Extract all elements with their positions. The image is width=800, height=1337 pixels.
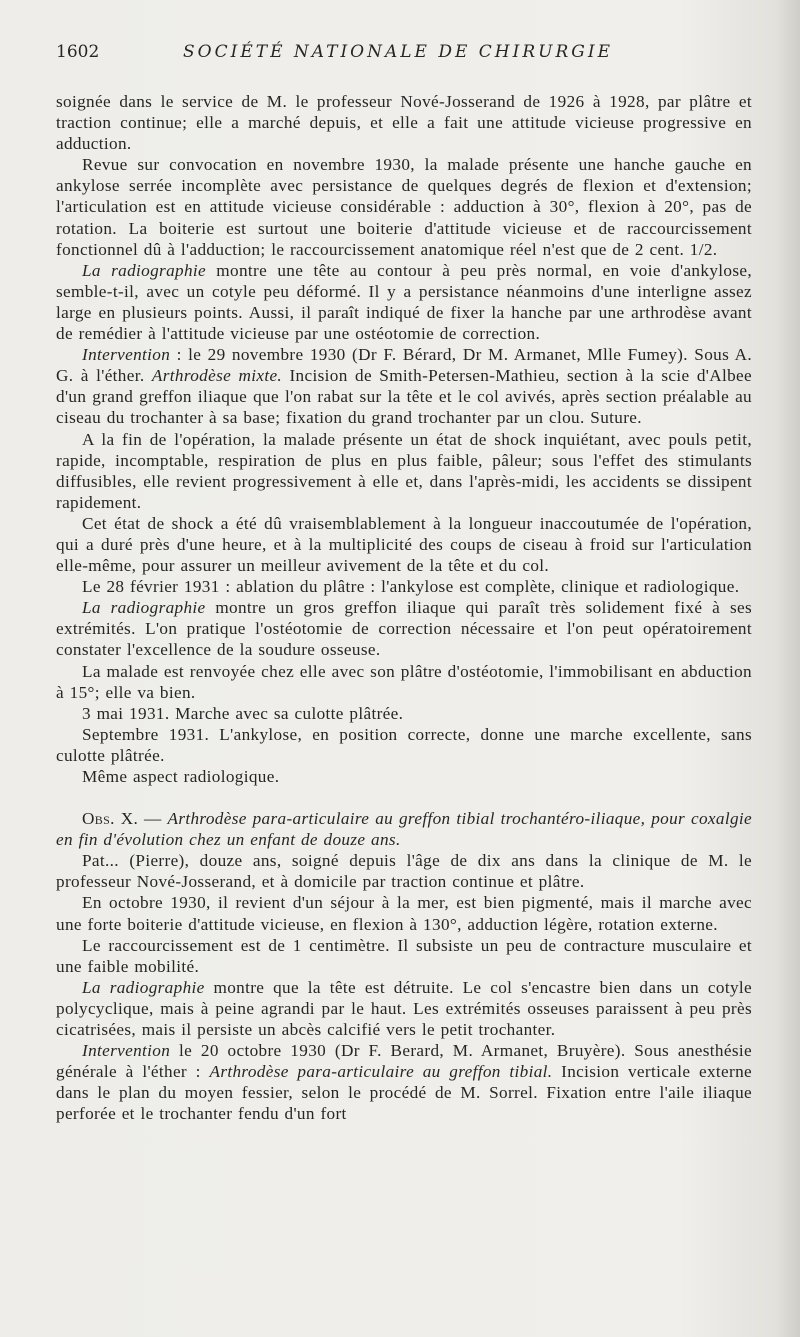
italic-text: La radiographie — [82, 260, 207, 280]
paragraph — [56, 344, 752, 428]
paragraph — [56, 703, 752, 724]
text-run: Même aspect radiologique. — [82, 767, 280, 786]
text-run: : le 29 novembre 1930 (Dr F. Bérard, Dr M. Armanet, Mlle Fumey). Sous A. G. à l'éther. — [56, 345, 752, 386]
page-header — [56, 42, 740, 66]
paragraph — [56, 766, 752, 787]
text-run: Le 28 février 1931 : ablation du plâtre : l'ankylose est complète, clinique et radiologique. — [82, 577, 740, 597]
paragraph — [56, 429, 752, 513]
paragraph — [56, 260, 752, 344]
italic-text: Intervention — [82, 345, 171, 365]
text-run: En octobre 1930, il revient d'un séjour à la mer, est bien pigmenté, mais il marche avec une forte boiterie d'attitude vicieuse, en flexion à 130°, adduction légère, rotation externe. — [56, 893, 752, 934]
page-number: 1602 — [56, 42, 100, 62]
paragraph — [56, 597, 752, 660]
paragraph — [56, 154, 752, 259]
text-run: Cet état de shock a été dû vraisemblablement à la longueur inaccoutumée de l'opération, qui a duré près d'une heure, et à la multiplicité des coups de ciseau à froid sur l'articulation elle-même, pour assurer un meilleur avivement de la tête et du col. — [56, 513, 752, 576]
text-run: soignée dans le service de M. le professeur Nové-Josserand de 1926 à 1928, par plâtre et traction continue; elle a marché depuis, et elle a fait une attitude vicieuse progressive en adduction. — [56, 92, 752, 154]
italic-text: La radiographie — [82, 598, 206, 618]
paragraph — [56, 850, 752, 892]
text-run: le 20 octobre 1930 (Dr F. Berard, M. Armanet, Bruyère). Sous anesthésie générale à l'éther : — [56, 1041, 752, 1082]
text-run: A la fin de l'opération, la malade présente un état de shock inquiétant, avec pouls petit, rapide, incomptable, respiration de plus en plus faible, pâleur; sous l'effet des stimulants diffusibles, elle revient progressivement à elle et, dans l'après-midi, les accidents se dissipent rapidement. — [56, 429, 752, 512]
paragraph — [56, 661, 752, 703]
paragraph — [56, 1040, 752, 1124]
text-run: Revue sur convocation en novembre 1930, la malade présente une hanche gauche en ankylose serrée incomplète avec persistance de quelques degrés de flexion et d'extension; l'articulation est en attitude vicieuse considérable : adduction à 30°, flexion à 20°, pas de rotation. La boiterie est surtout une boiterie d'attitude vicieuse et de raccourcissement fonctionnel dû à l'adduction; le raccourcissement anatomique réel n'est que de 2 cent. 1/2. — [56, 155, 752, 259]
paragraph — [56, 892, 752, 934]
paragraph — [56, 513, 752, 576]
text-run: montre une tête au contour à peu près normal, en voie d'ankylose, semble-t-il, avec un cotyle peu déformé. Il y a persistance néanmoins d'une interligne assez large en plusieurs points. Aussi, il paraît indiqué de fixer la hanche par une arthrodèse avant de remédier à l'attitude vicieuse par une ostéotomie de correction. — [56, 260, 752, 344]
text-run: La malade est renvoyée chez elle avec son plâtre d'ostéotomie, l'immobilisant en abduction à 15°; elle va bien. — [56, 661, 752, 702]
italic-text: Arthrodèse para-articulaire au greffon tibial. — [209, 1062, 553, 1082]
text-run: Pat... (Pierre), douze ans, soigné depuis l'âge de dix ans dans la clinique de M. le professeur Nové-Josserand, et à domicile par traction continue et plâtre. — [56, 851, 752, 892]
italic-text: La radiographie — [82, 977, 205, 997]
observation-heading — [56, 808, 752, 850]
article-body — [56, 91, 752, 1125]
text-run: 3 mai 1931. Marche avec sa culotte plâtrée. — [82, 703, 404, 723]
text-run: — — [138, 809, 168, 829]
paragraph — [56, 576, 752, 597]
text-run: montre que la tête est détruite. Le col s'encastre bien dans un cotyle polycyclique, mais à peine agrandi par le haut. Les extrémités osseuses paraissent à peu près cicatrisées, mais il persiste un abcès calcifié vers le petit trochanter. — [56, 977, 752, 1040]
paragraph — [56, 724, 752, 766]
text-run: Incision de Smith-Petersen-Mathieu, section à la scie d'Albee d'un grand greffon iliaque que l'on rabat sur la tête et le col avivés, après section préalable au ciseau du trochanter à sa base; fixation du grand trochanter par un clou. Suture. — [56, 366, 752, 428]
paragraph — [56, 977, 752, 1040]
italic-text: Intervention — [82, 1041, 171, 1061]
text-run: Incision verticale externe dans le plan du moyen fessier, selon le procédé de M. Sorrel. Fixation entre l'aile iliaque perforée et le trochanter fendu d'un fort — [56, 1062, 752, 1124]
italic-text: Arthrodèse mixte. — [151, 366, 283, 386]
text-run: Septembre 1931. L'ankylose, en position correcte, donne une marche excellente, sans culotte plâtrée. — [56, 724, 752, 765]
italic-text: Arthrodèse para-articulaire au greffon tibial trochantéro-iliaque, pour coxalgie en fin d'évolution chez un enfant de douze ans. — [56, 809, 752, 850]
paragraph — [56, 935, 752, 977]
smallcaps-text: Obs. X. — [82, 809, 139, 829]
running-head: SOCIÉTÉ NATIONALE DE CHIRURGIE — [183, 42, 613, 62]
paragraph — [56, 91, 752, 154]
text-run: montre un gros greffon iliaque qui paraît très solidement fixé à ses extrémités. L'on pratique l'ostéotomie de correction nécessaire et l'on peut opératoirement constater l'excellence de la soudure osseuse. — [56, 598, 752, 660]
text-run: Le raccourcissement est de 1 centimètre. Il subsiste un peu de contracture musculaire et une faible mobilité. — [56, 935, 752, 976]
